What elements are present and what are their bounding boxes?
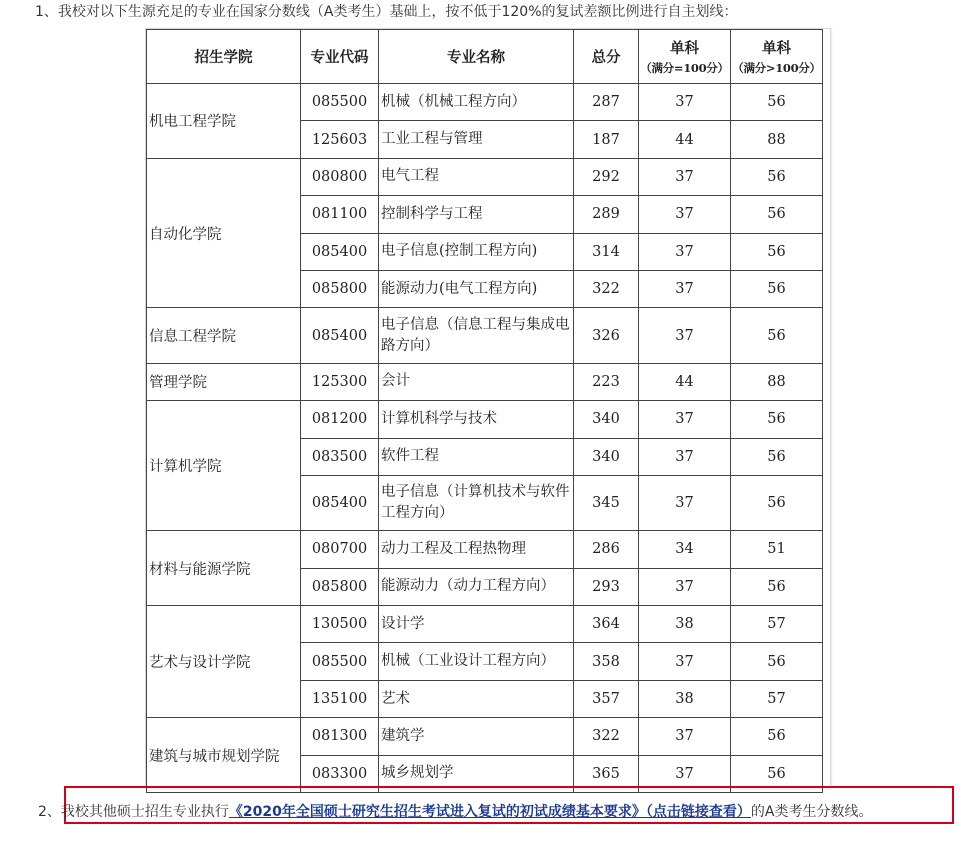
single-over-100-cell: 56 [731, 568, 823, 605]
major-name-cell: 电子信息（信息工程与集成电路方向） [379, 308, 574, 363]
single-100-cell: 37 [639, 196, 731, 233]
major-code-cell: 080700 [301, 531, 379, 568]
total-score-cell: 340 [574, 438, 639, 475]
total-score-cell: 345 [574, 475, 639, 530]
paragraph-2-suffix: 的A类考生分数线。 [750, 804, 873, 820]
college-cell: 机电工程学院 [147, 84, 301, 159]
major-code-cell: 081200 [301, 401, 379, 438]
major-code-cell: 081100 [301, 196, 379, 233]
major-code-cell: 130500 [301, 606, 379, 643]
single-over-100-cell: 57 [731, 606, 823, 643]
total-score-cell: 314 [574, 233, 639, 270]
single-over-100-cell: 56 [731, 643, 823, 680]
single-100-cell: 37 [639, 643, 731, 680]
total-score-cell: 340 [574, 401, 639, 438]
total-score-cell: 322 [574, 718, 639, 755]
single-100-cell: 37 [639, 308, 731, 363]
single-over-100-cell: 56 [731, 308, 823, 363]
intro-paragraph: 1、我校对以下生源充足的专业在国家分数线（A类考生）基础上，按不低于120%的复试差额比例进行自主划线： [35, 4, 738, 20]
major-name-cell: 软件工程 [379, 438, 574, 475]
table-body [147, 84, 823, 793]
table-row [147, 718, 823, 755]
single-100-cell: 37 [639, 233, 731, 270]
single-100-cell: 37 [639, 718, 731, 755]
single-over-100-cell: 56 [731, 158, 823, 195]
paragraph-2 [8, 799, 960, 825]
major-name-cell: 机械（工业设计工程方向） [379, 643, 574, 680]
major-code-cell: 083500 [301, 438, 379, 475]
college-cell: 材料与能源学院 [147, 531, 301, 606]
major-code-cell: 080800 [301, 158, 379, 195]
major-code-cell: 085800 [301, 568, 379, 605]
header-single-over-100 [731, 30, 823, 84]
major-name-cell: 计算机科学与技术 [379, 401, 574, 438]
major-code-cell: 085500 [301, 643, 379, 680]
college-cell: 管理学院 [147, 363, 301, 400]
major-name-cell: 控制科学与工程 [379, 196, 574, 233]
major-code-cell: 085400 [301, 233, 379, 270]
requirements-link[interactable]: 《2020年全国硕士研究生招生考试进入复试的初试成绩基本要求》（点击链接查看） [228, 804, 751, 820]
header-major: 专业名称 [379, 30, 574, 84]
table-row [147, 308, 823, 363]
table-header-row [147, 30, 823, 84]
total-score-cell: 357 [574, 680, 639, 717]
single-100-cell: 37 [639, 755, 731, 792]
college-cell: 自动化学院 [147, 158, 301, 308]
single-over-100-cell: 56 [731, 718, 823, 755]
single-over-100-cell: 56 [731, 401, 823, 438]
single-over-100-cell: 56 [731, 84, 823, 121]
header-college: 招生学院 [147, 30, 301, 84]
total-score-cell: 292 [574, 158, 639, 195]
major-name-cell: 艺术 [379, 680, 574, 717]
single-over-100-cell: 56 [731, 233, 823, 270]
single-100-cell: 44 [639, 121, 731, 158]
major-code-cell: 085400 [301, 308, 379, 363]
total-score-cell: 223 [574, 363, 639, 400]
major-name-cell: 会计 [379, 363, 574, 400]
major-code-cell: 125300 [301, 363, 379, 400]
single-100-cell: 34 [639, 531, 731, 568]
single-over-100-cell: 56 [731, 196, 823, 233]
major-name-cell: 能源动力(电气工程方向) [379, 270, 574, 307]
total-score-cell: 365 [574, 755, 639, 792]
total-score-cell: 293 [574, 568, 639, 605]
header-single-over-100-title: 单科 [762, 40, 791, 57]
total-score-cell: 187 [574, 121, 639, 158]
total-score-cell: 364 [574, 606, 639, 643]
single-100-cell: 37 [639, 475, 731, 530]
single-over-100-cell: 88 [731, 121, 823, 158]
major-name-cell: 城乡规划学 [379, 755, 574, 792]
single-100-cell: 37 [639, 401, 731, 438]
major-code-cell: 085400 [301, 475, 379, 530]
major-code-cell: 083300 [301, 755, 379, 792]
college-cell: 计算机学院 [147, 401, 301, 531]
major-name-cell: 能源动力（动力工程方向） [379, 568, 574, 605]
total-score-cell: 358 [574, 643, 639, 680]
single-over-100-cell: 57 [731, 680, 823, 717]
total-score-cell: 286 [574, 531, 639, 568]
single-over-100-cell: 56 [731, 755, 823, 792]
major-code-cell: 081300 [301, 718, 379, 755]
major-name-cell: 电气工程 [379, 158, 574, 195]
table-row [147, 158, 823, 195]
single-100-cell: 44 [639, 363, 731, 400]
single-over-100-cell: 56 [731, 438, 823, 475]
college-cell: 信息工程学院 [147, 308, 301, 363]
major-name-cell: 设计学 [379, 606, 574, 643]
header-single-over-100-sub: （满分>100分） [732, 61, 821, 75]
major-name-cell: 工业工程与管理 [379, 121, 574, 158]
table-row [147, 531, 823, 568]
major-name-cell: 动力工程及工程热物理 [379, 531, 574, 568]
table-row [147, 363, 823, 400]
major-code-cell: 085800 [301, 270, 379, 307]
table-row [147, 84, 823, 121]
total-score-cell: 287 [574, 84, 639, 121]
score-table [146, 29, 823, 793]
major-name-cell: 电子信息（计算机技术与软件工程方向） [379, 475, 574, 530]
single-100-cell: 37 [639, 158, 731, 195]
single-100-cell: 37 [639, 568, 731, 605]
major-name-cell: 电子信息(控制工程方向) [379, 233, 574, 270]
header-single-100-sub: （满分=100分） [640, 61, 729, 75]
total-score-cell: 322 [574, 270, 639, 307]
major-code-cell: 125603 [301, 121, 379, 158]
single-over-100-cell: 56 [731, 270, 823, 307]
college-cell: 艺术与设计学院 [147, 606, 301, 718]
single-over-100-cell: 88 [731, 363, 823, 400]
single-100-cell: 37 [639, 270, 731, 307]
table-row [147, 606, 823, 643]
header-single-100 [639, 30, 731, 84]
major-name-cell: 建筑学 [379, 718, 574, 755]
paragraph-2-prefix: 2、我校其他硕士招生专业执行 [38, 804, 229, 820]
table-row [147, 401, 823, 438]
single-over-100-cell: 51 [731, 531, 823, 568]
major-name-cell: 机械（机械工程方向） [379, 84, 574, 121]
single-100-cell: 38 [639, 606, 731, 643]
header-total: 总分 [574, 30, 639, 84]
single-100-cell: 38 [639, 680, 731, 717]
college-cell: 建筑与城市规划学院 [147, 718, 301, 793]
header-single-100-title: 单科 [670, 40, 699, 57]
header-code: 专业代码 [301, 30, 379, 84]
single-100-cell: 37 [639, 438, 731, 475]
major-code-cell: 135100 [301, 680, 379, 717]
major-code-cell: 085500 [301, 84, 379, 121]
total-score-cell: 326 [574, 308, 639, 363]
total-score-cell: 289 [574, 196, 639, 233]
score-table-frame [145, 28, 831, 788]
single-100-cell: 37 [639, 84, 731, 121]
single-over-100-cell: 56 [731, 475, 823, 530]
